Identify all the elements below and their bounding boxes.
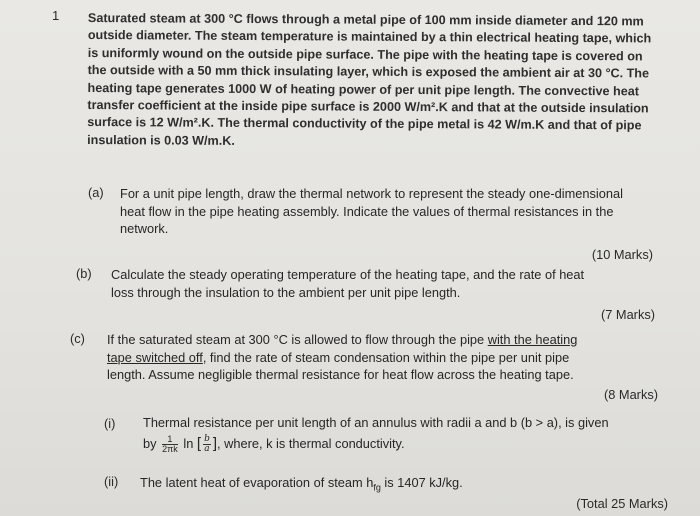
intro-line: the outside with a 50 mm thick insulating layer, which is exposed the ambient air at 30 °C. The	[87, 63, 650, 81]
note-i-formula-line	[143, 435, 609, 454]
ratio-numerator: b	[204, 433, 210, 444]
note-i-line: Thermal resistance per unit length of an annulus with radii a and b (b > a), is given	[143, 415, 609, 430]
part-c-marks: (8 Marks)	[603, 387, 658, 402]
part-b-text	[111, 266, 584, 301]
intro-line: insulation is 0.03 W/m.K.	[87, 132, 235, 148]
part-b-line: loss through the insulation to the ambient per unit pipe length.	[111, 284, 461, 300]
total-marks: (Total 25 Marks)	[576, 496, 668, 511]
part-c-text	[107, 331, 577, 384]
part-b-label: (b)	[76, 266, 92, 281]
part-a-line: For a unit pipe length, draw the thermal network to represent the steady one-dimensional	[120, 186, 623, 201]
ratio-fraction	[203, 435, 211, 454]
intro-line: is uniformly wound on the outside pipe surface. The pipe with the heating tape is covered on	[87, 45, 643, 64]
part-c-line	[107, 349, 577, 367]
part-c-underlined-text: tape switched off	[107, 349, 203, 365]
fraction	[162, 435, 178, 454]
note-i-by: by	[143, 435, 157, 451]
note-ii-main: The latent heat of evaporation of steam h	[140, 475, 374, 490]
ln-symbol: ln	[183, 435, 194, 451]
note-ii-post: is 1407 kJ/kg.	[380, 475, 463, 490]
left-bracket: [	[196, 434, 202, 452]
part-c-line	[107, 331, 577, 349]
part-a-label: (a)	[88, 185, 104, 200]
right-bracket: ]	[212, 434, 217, 452]
part-c-label: (c)	[70, 331, 85, 346]
note-ii-subscript: fg	[373, 482, 381, 493]
intro-line: surface is 12 W/m².K. The thermal conductivity of the pipe metal is 42 W/m.K and that of pipe	[87, 115, 642, 133]
intro-line: transfer coefficient at the inside pipe surface is 2000 W/m².K and that at the outside insulation	[87, 98, 649, 116]
part-c-underlined-text: with the heating	[487, 332, 578, 347]
question-intro	[87, 10, 652, 153]
part-b-marks: (7 Marks)	[600, 307, 655, 322]
part-a-line: network.	[120, 221, 169, 236]
part-c-line2-text: , find the rate of steam condensation within the pipe per unit pipe	[202, 349, 570, 365]
note-i-text	[143, 414, 609, 454]
intro-line: Saturated steam at 300 °C flows through a metal pipe of 100 mm inside diameter and 120 mm	[87, 10, 644, 29]
part-b-line: Calculate the steady operating temperature of the heating tape, and the rate of heat	[111, 267, 585, 282]
note-i-post: , where, k is thermal conductivity.	[217, 435, 405, 451]
part-a-text	[120, 185, 623, 238]
fraction-denominator: 2πk	[162, 443, 178, 454]
note-ii-label: (ii)	[104, 474, 119, 489]
ratio-denominator: a	[204, 443, 210, 454]
part-a-marks: (10 Marks)	[591, 247, 653, 262]
note-i-label: (i)	[104, 416, 116, 431]
part-c-line1-text: If the saturated steam at 300 °C is allowed to flow through the pipe	[107, 332, 488, 347]
intro-line: outside diameter. The steam temperature is maintained by a thin electrical heating tape, which	[87, 28, 652, 46]
intro-line: heating tape generates 1000 W of heating power of per unit pipe length. The convective heat	[87, 80, 639, 98]
part-a-line: heat flow in the pipe heating assembly. Indicate the values of thermal resistances in the	[120, 203, 614, 219]
question-number: 1	[52, 8, 60, 23]
note-ii-text	[140, 474, 463, 497]
part-c-line: length. Assume negligible thermal resistance for heat flow across the heating tape.	[107, 367, 574, 382]
fraction-numerator: 1	[162, 435, 178, 445]
